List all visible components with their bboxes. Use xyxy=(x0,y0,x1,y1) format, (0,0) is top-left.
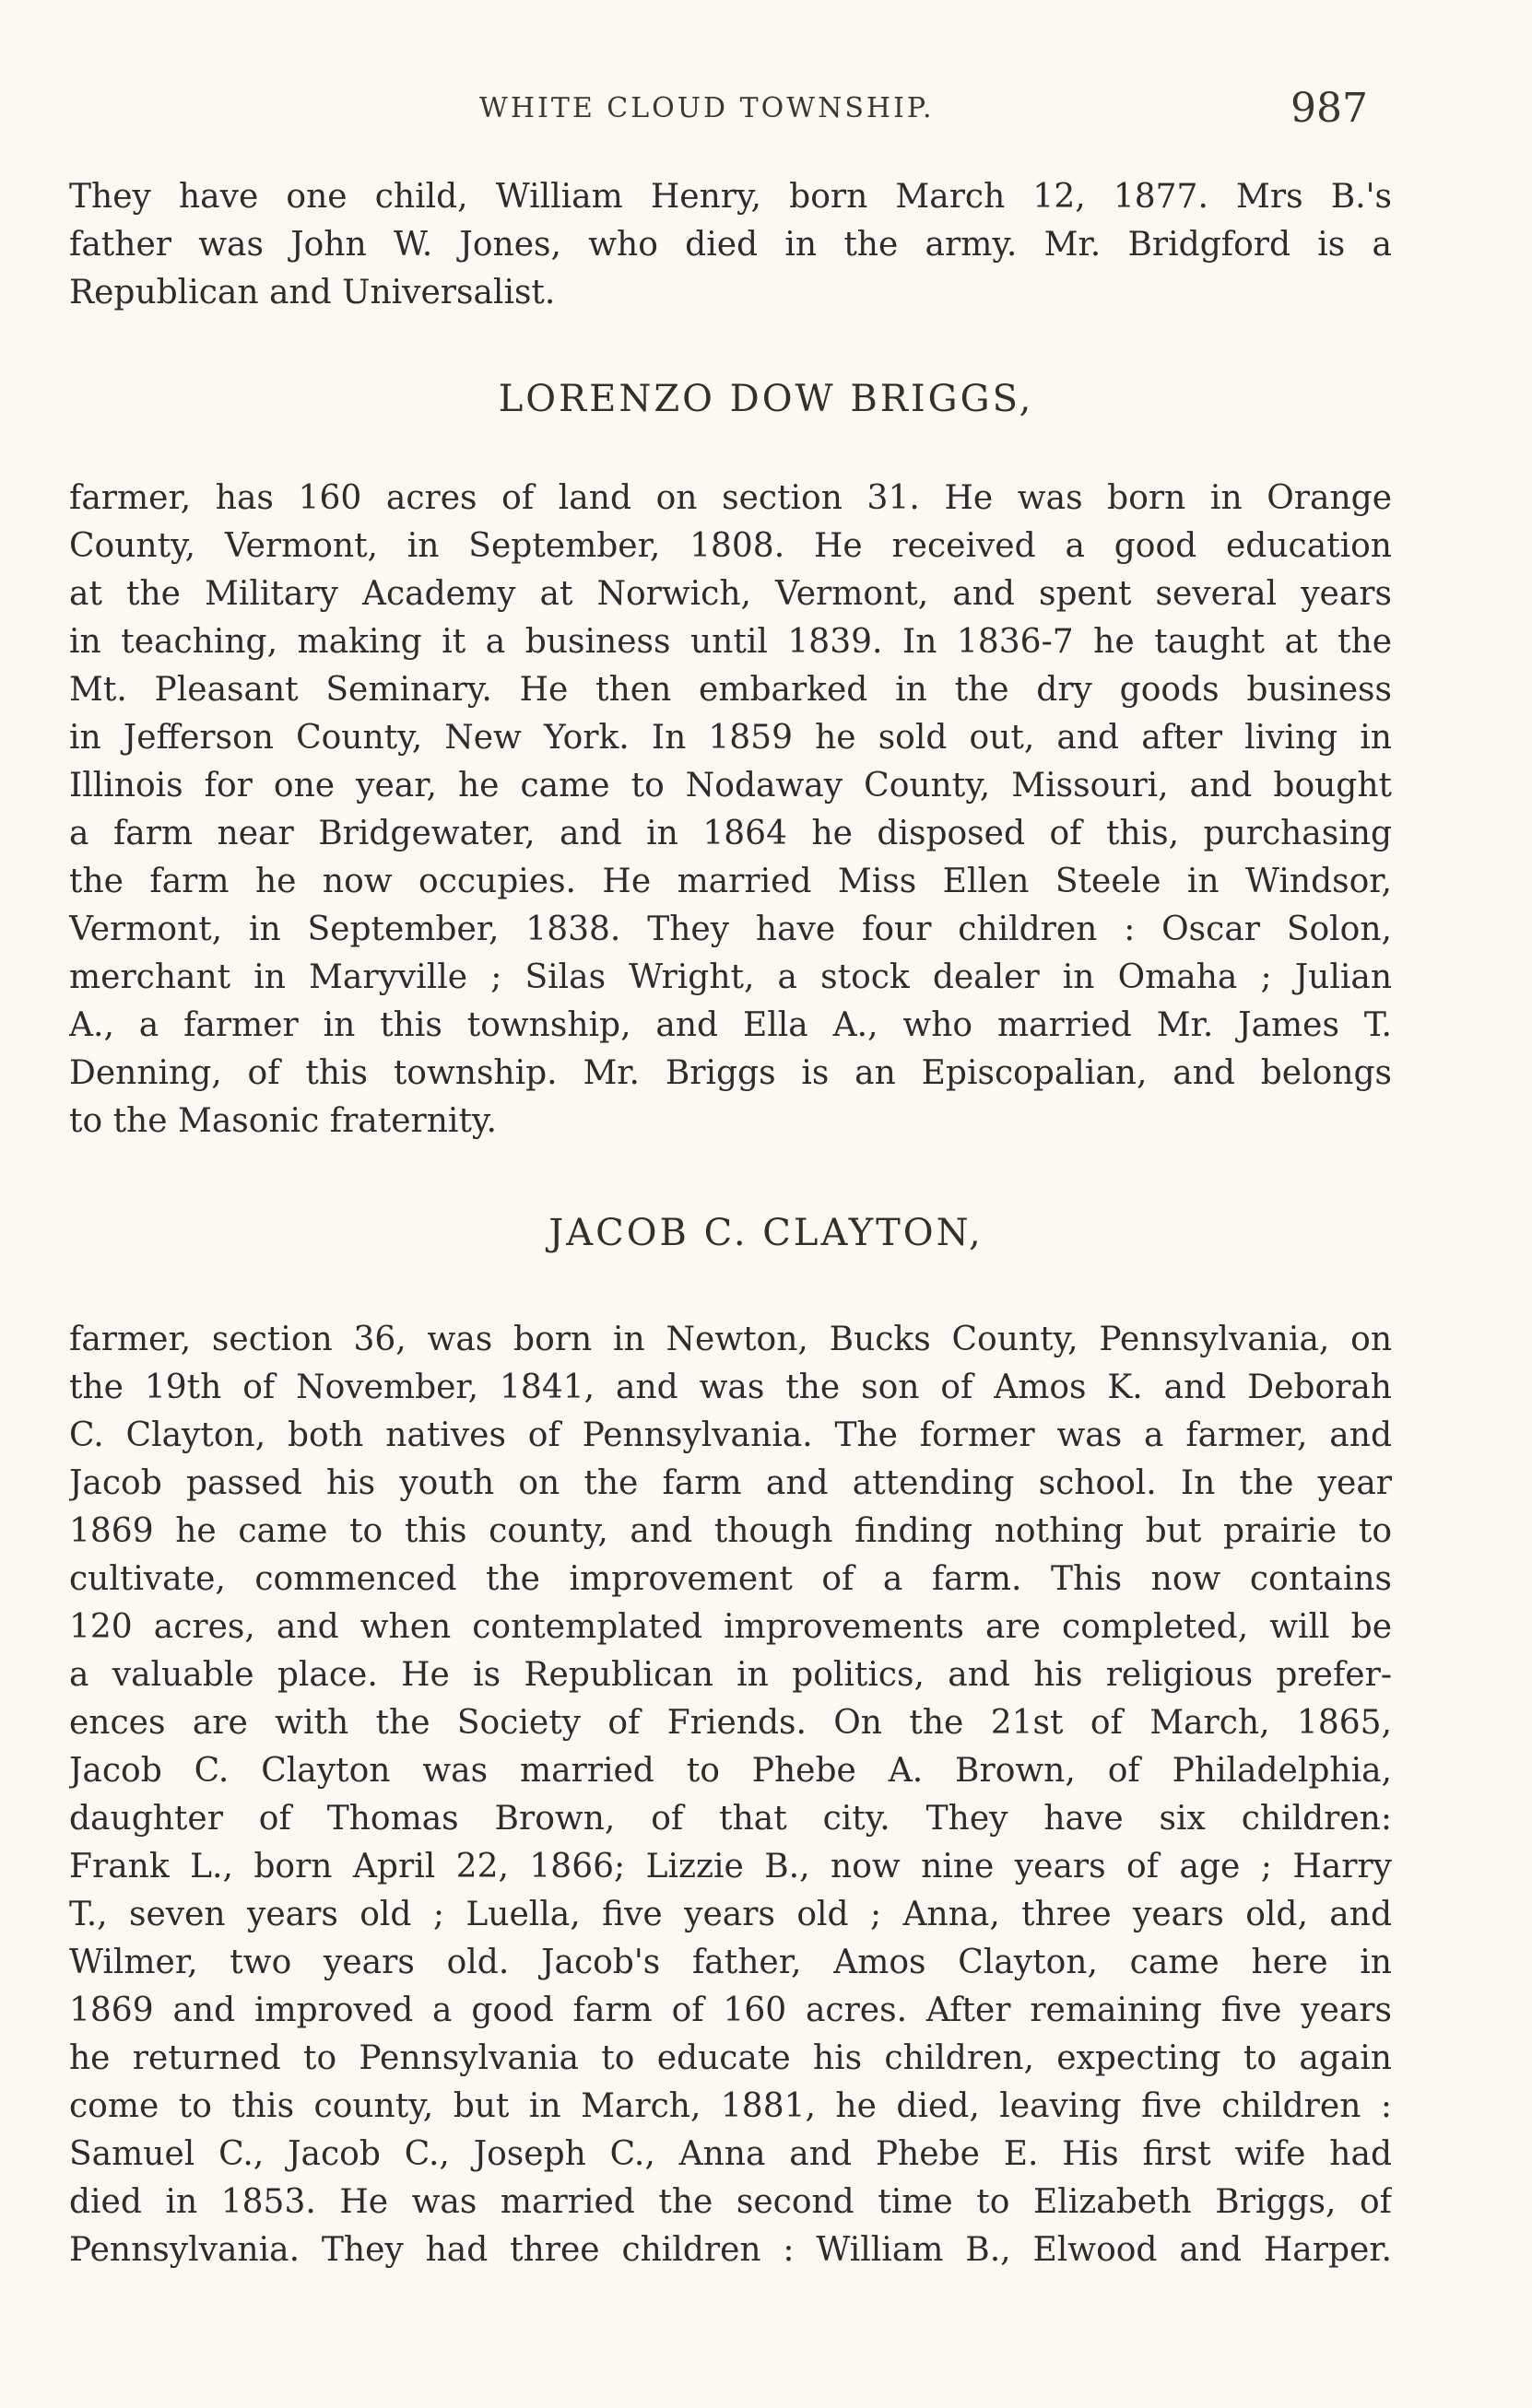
text-line: Jacob passed his youth on the farm and attending school. In the year xyxy=(69,1464,1392,1502)
text-line: County, Vermont, in September, 1808. He received a good education xyxy=(69,527,1392,565)
text-line: C. Clayton, both natives of Pennsylvania. The former was a farmer, and xyxy=(69,1416,1392,1454)
text-line: farmer, has 160 acres of land on section 31. He was born in Orange xyxy=(69,479,1392,517)
text-line: T., seven years old ; Luella, five years old ; Anna, three years old, and xyxy=(69,1896,1392,1933)
text-line: 1869 he came to this county, and though finding nothing but prairie to xyxy=(69,1512,1392,1550)
text-line: Pennsylvania. They had three children : William B., Elwood and Harper. xyxy=(69,2231,1392,2269)
text-line: 1869 and improved a good farm of 160 acres. After remaining five years xyxy=(69,1991,1392,2029)
text-line: Samuel C., Jacob C., Joseph C., Anna and Phebe E. His first wife had xyxy=(69,2135,1392,2173)
text-line: merchant in Maryville ; Silas Wright, a stock dealer in Omaha ; Julian xyxy=(69,958,1392,996)
text-line: the 19th of November, 1841, and was the son of Amos K. and Deborah xyxy=(69,1368,1392,1406)
text-line: to the Masonic fraternity. xyxy=(69,1102,497,1140)
text-line: the farm he now occupies. He married Miss Ellen Steele in Windsor, xyxy=(69,863,1392,900)
section-heading: JACOB C. CLAYTON, xyxy=(548,1212,984,1254)
text-line: farmer, section 36, was born in Newton, Bucks County, Pennsylvania, on xyxy=(69,1321,1392,1358)
text-line: in teaching, making it a business until 1839. In 1836-7 he taught at the xyxy=(69,623,1392,661)
text-line: Jacob C. Clayton was married to Phebe A. Brown, of Philadelphia, xyxy=(69,1752,1392,1790)
text-line: in Jefferson County, New York. In 1859 he sold out, and after living in xyxy=(69,719,1392,757)
text-line: father was John W. Jones, who died in the army. Mr. Bridgford is a xyxy=(69,226,1392,264)
text-line: died in 1853. He was married the second time to Elizabeth Briggs, of xyxy=(69,2183,1392,2221)
text-line: Wilmer, two years old. Jacob's father, Amos Clayton, came here in xyxy=(69,1944,1392,1981)
text-line: Illinois for one year, he came to Nodaway County, Missouri, and bought xyxy=(69,767,1392,805)
text-line: he returned to Pennsylvania to educate his children, expecting to again xyxy=(69,2039,1392,2077)
text-line: a valuable place. He is Republican in politics, and his religious prefer- xyxy=(69,1656,1392,1694)
text-line: ences are with the Society of Friends. On the 21st of March, 1865, xyxy=(69,1704,1392,1742)
text-line: A., a farmer in this township, and Ella A., who married Mr. James T. xyxy=(69,1006,1392,1044)
text-line: Mt. Pleasant Seminary. He then embarked in the dry goods business xyxy=(69,671,1392,709)
text-line: at the Military Academy at Norwich, Vermont, and spent several years xyxy=(69,575,1392,613)
text-line: Denning, of this township. Mr. Briggs is an Episcopalian, and belongs xyxy=(69,1054,1392,1092)
section-heading: LORENZO DOW BRIGGS, xyxy=(498,378,1034,420)
text-line: 120 acres, and when contemplated improvements are completed, will be xyxy=(69,1608,1392,1646)
text-line: Vermont, in September, 1838. They have four children : Oscar Solon, xyxy=(69,910,1392,948)
text-line: Republican and Universalist. xyxy=(69,274,556,311)
text-line: come to this county, but in March, 1881, he died, leaving five children : xyxy=(69,2087,1392,2125)
text-line: cultivate, commenced the improvement of a farm. This now contains xyxy=(69,1560,1392,1598)
text-line: They have one child, William Henry, born March 12, 1877. Mrs B.'s xyxy=(69,178,1392,216)
text-line: Frank L., born April 22, 1866; Lizzie B., now nine years of age ; Harry xyxy=(69,1848,1392,1885)
text-line: daughter of Thomas Brown, of that city. They have six children: xyxy=(69,1800,1392,1838)
running-title: WHITE CLOUD TOWNSHIP. xyxy=(479,92,935,124)
page-number: 987 xyxy=(1290,85,1368,132)
text-line: a farm near Bridgewater, and in 1864 he disposed of this, purchasing xyxy=(69,815,1392,852)
